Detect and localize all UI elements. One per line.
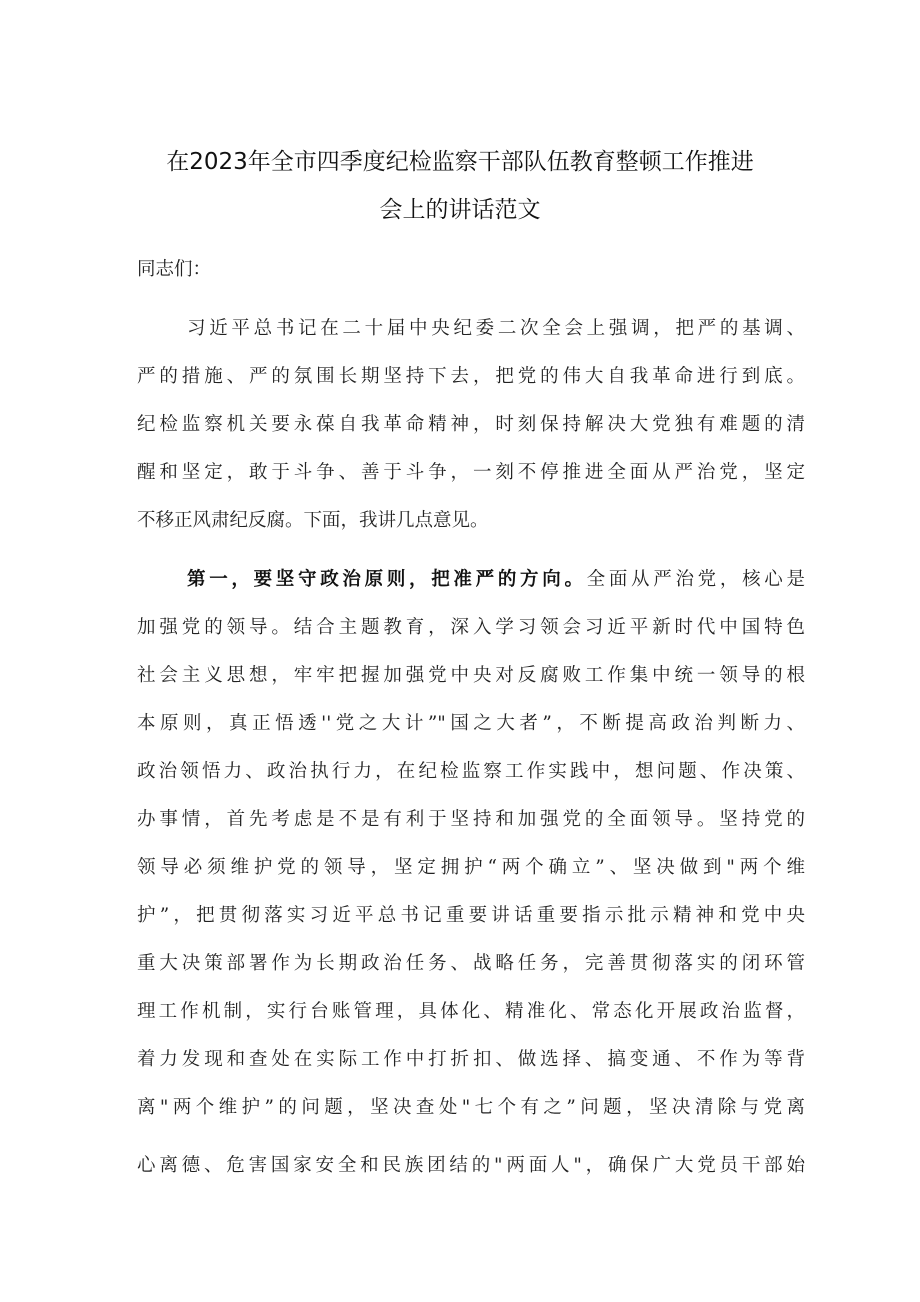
paragraph-2-line: 本原则，真正悟透''党之大计”"国之大者”，不断提高政治判断力、 [137, 713, 805, 734]
paragraph-2-line: 社会主义思想，牢牢把握加强党中央对反腐败工作集中统一领导的根 [137, 665, 805, 686]
paragraph-2-line: 离"两个维护”的问题，坚决查处"七个有之”问题，坚决清除与党离 [137, 1097, 805, 1118]
paragraph-2-first-line-rest: 全面从严治党，核心是 [586, 569, 805, 590]
document-title-line-2: 会上的讲话范文 [379, 197, 541, 223]
paragraph-2-line: 重大决策部署作为长期政治任务、战略任务，完善贯彻落实的闭环管 [137, 953, 805, 974]
paragraph-2-line: 心离德、危害国家安全和民族团结的"两面人"，确保广大党员干部始 [137, 1155, 805, 1176]
salutation: 同志们： [137, 259, 212, 280]
paragraph-2-line: 领导必须维护党的领导，坚定拥护“两个确立”、坚决做到"两个维 [137, 857, 805, 878]
paragraph-2-line: 着力发现和查处在实际工作中打折扣、做选择、搞变通、不作为等背 [137, 1049, 805, 1070]
paragraph-1-line: 不移正风肃纪反腐。下面，我讲几点意见。 [137, 510, 489, 531]
paragraph-1-line: 醒和坚定，敢于斗争、善于斗争，一刻不停推进全面从严治党，坚定 [137, 462, 805, 483]
paragraph-2-line: 加强党的领导。结合主题教育，深入学习领会习近平新时代中国特色 [137, 617, 805, 638]
paragraph-1-line: 严的措施、严的氛围长期坚持下去，把党的伟大自我革命进行到底。 [137, 366, 805, 387]
paragraph-1-line: 纪检监察机关要永葆自我革命精神，时刻保持解决大党独有难题的清 [137, 414, 805, 435]
paragraph-2-first-line [187, 565, 805, 591]
paragraph-2-heading: 第一，要坚守政治原则，把准严的方向。 [187, 569, 587, 590]
paragraph-2-line: 办事情，首先考虑是不是有利于坚持和加强党的全面领导。坚持党的 [137, 809, 805, 830]
document-title-line-1: 在2023年全市四季度纪检监察干部队伍教育整顿工作推进 [166, 149, 754, 175]
paragraph-2-line: 政治领悟力、政治执行力，在纪检监察工作实践中，想问题、作决策、 [137, 761, 805, 782]
paragraph-2-line: 护”，把贯彻落实习近平总书记重要讲话重要指示批示精神和党中央 [137, 905, 805, 926]
paragraph-2-line: 理工作机制，实行台账管理，具体化、精准化、常态化开展政治监督， [137, 1001, 805, 1022]
paragraph-1-line: 习近平总书记在二十届中央纪委二次全会上强调，把严的基调、 [187, 318, 805, 339]
